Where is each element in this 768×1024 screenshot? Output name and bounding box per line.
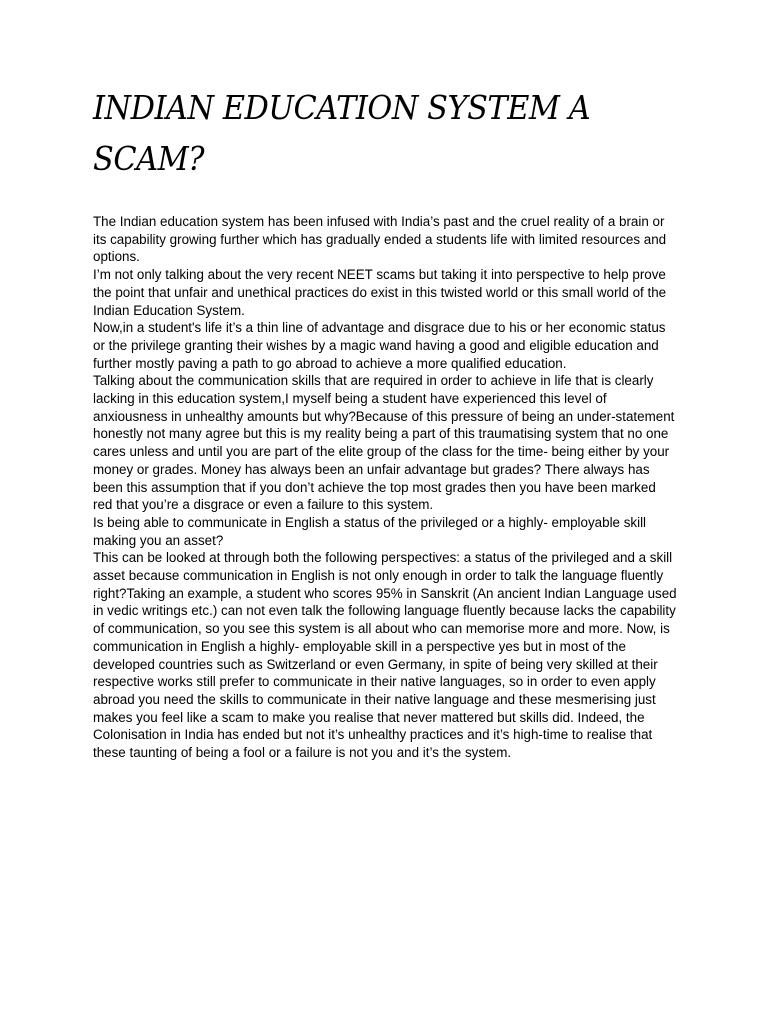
paragraph: The Indian education system has been infused with India’s past and the cruel reality of a brain or its capability growing further which has gradually ended a students life with limited resources and options. — [93, 214, 667, 265]
paragraph: This can be looked at through both the following perspectives: a status of the privileged and a skill asset because communication in English is not only enough in order to talk the language fluently right?Taking an example, a student who scores 95% in Sanskrit (An ancient Indian Language used in vedic writings etc.) can not even talk the following language fluently because lacks the capability of communication, so you see this system is all about who can memorise more and more. Now, is communication in English a highly- employable skill in a perspective yes but in most of the developed countries such as Switzerland or even Germany, in spite of being very skilled at their respective works still prefer to communicate in their native languages, so in order to even apply abroad you need the skills to communicate in their native language and these mesmerising just makes you feel like a scam to make you realise that never mattered but skills did. Indeed, the Colonisation in India has ended but not it’s unhealthy practices and it’s high-time to realise that these taunting of being a fool or a failure is not you and it’s the system. — [93, 550, 677, 761]
paragraph: Is being able to communicate in English a status of the privileged or a highly- employable skill making you an asset? — [93, 514, 647, 548]
paragraph: I’m not only talking about the very recent NEET scams but taking it into perspective to help prove the point that unfair and unethical practices do exist in this twisted world or this small world of the Indian Education System. — [93, 267, 667, 318]
document-title: INDIAN EDUCATION SYSTEM A SCAM? — [93, 88, 591, 178]
paragraph: Now,in a student's life it’s a thin line of advantage and disgrace due to his or her economic status or the privilege granting their wishes by a magic wand having a good and eligible education and further mostly paving a path to go abroad to achieve a more qualified education. — [93, 320, 666, 371]
paragraph: Talking about the communication skills that are required in order to achieve in life that is clearly lacking in this education system,I myself being a student have experienced this level of anxiousness in unhealthy amounts but why?Because of this pressure of being an under-statement honestly not many agree but this is my reality being a part of this traumatising system that no one cares unless and until you are part of the elite group of the class for the time- being either by your money or grades. Money has always been an unfair advantage but grades? There always has been this assumption that if you don’t achieve the top most grades then you have been marked red that you’re a disgrace or even a failure to this system. — [93, 373, 675, 513]
document-page — [93, 82, 678, 762]
document-body — [93, 213, 678, 762]
